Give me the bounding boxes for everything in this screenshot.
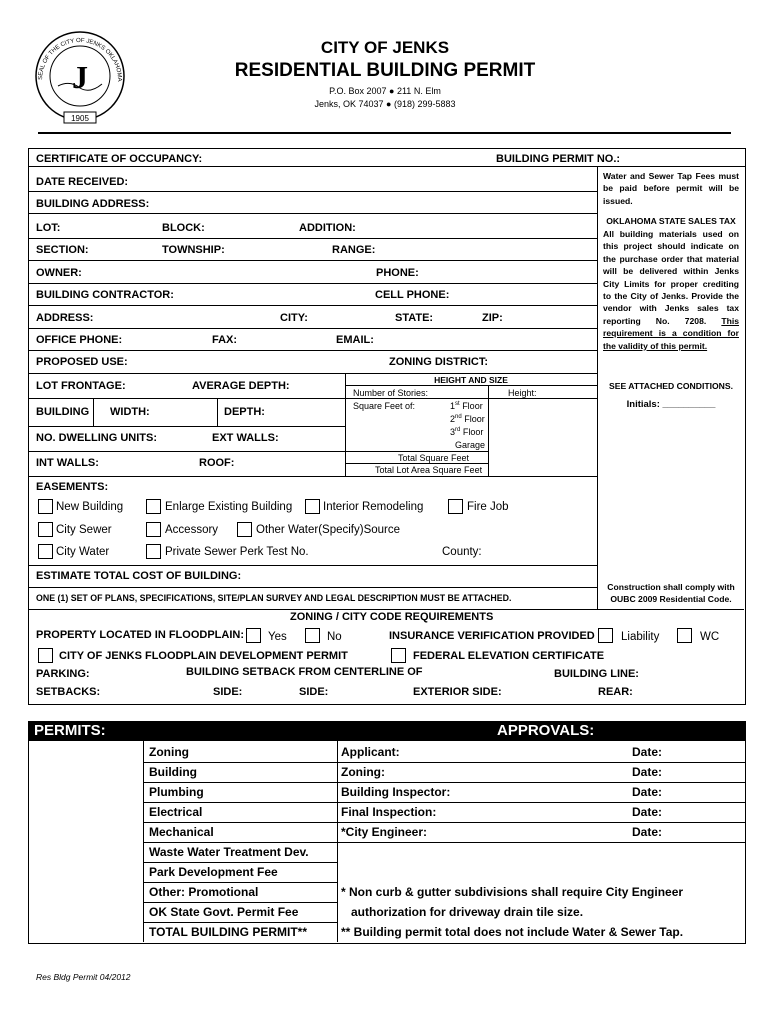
row-line bbox=[28, 565, 597, 566]
table-line bbox=[345, 451, 488, 452]
approval-item: Building Inspector: bbox=[341, 785, 451, 799]
stories-label: Number of Stories: bbox=[353, 388, 429, 398]
total-lot-label: Total Lot Area Square Feet bbox=[375, 465, 483, 475]
sidebar-divider bbox=[597, 166, 598, 610]
enlarge-checkbox[interactable] bbox=[146, 499, 161, 514]
tap-note: ** Building permit total does not include Water & Sewer Tap. bbox=[341, 925, 684, 939]
approval-item: Zoning: bbox=[341, 765, 385, 779]
easements-label: EASEMENTS: bbox=[36, 481, 109, 493]
range-label: RANGE: bbox=[332, 244, 376, 256]
table-line bbox=[345, 398, 488, 399]
permits-line bbox=[143, 762, 745, 763]
tax-note bbox=[603, 228, 739, 352]
table-border bbox=[93, 398, 94, 426]
tax-title: OKLAHOMA STATE SALES TAX bbox=[606, 216, 736, 226]
sqft-of-label: Square Feet of: bbox=[353, 401, 416, 411]
row-line bbox=[28, 191, 597, 192]
approvals-title: APPROVALS: bbox=[497, 722, 595, 739]
zip-label: ZIP: bbox=[482, 312, 503, 324]
federal-label: FEDERAL ELEVATION CERTIFICATE bbox=[413, 650, 605, 662]
floodplain-no-checkbox[interactable] bbox=[305, 628, 320, 643]
permit-item: Park Development Fee bbox=[149, 865, 278, 879]
row-line bbox=[28, 328, 597, 329]
federal-checkbox[interactable] bbox=[391, 648, 406, 663]
interior-checkbox[interactable] bbox=[305, 499, 320, 514]
row-line bbox=[28, 609, 744, 610]
permits-line bbox=[143, 922, 337, 923]
date-label: Date: bbox=[632, 745, 663, 759]
parking-label: PARKING: bbox=[36, 668, 90, 680]
svg-text:SEAL OF THE CITY OF JENKS OKLA: SEAL OF THE CITY OF JENKS OKLAHOMA bbox=[37, 37, 123, 82]
date-label: Date: bbox=[632, 765, 663, 779]
phone-label: PHONE: bbox=[376, 267, 419, 279]
table-border bbox=[217, 398, 218, 426]
row-line bbox=[28, 587, 597, 588]
county-label: County: bbox=[442, 546, 482, 558]
row-line bbox=[28, 426, 345, 427]
int-walls-label: INT WALLS: bbox=[36, 457, 99, 469]
permit-item: Other: Promotional bbox=[149, 885, 259, 899]
address-line-2: Jenks, OK 74037 ● (918) 299-5883 bbox=[314, 99, 456, 109]
flood-dev-checkbox[interactable] bbox=[38, 648, 53, 663]
drain-tile-note: authorization for driveway drain tile size. bbox=[351, 905, 584, 919]
footer-version: Res Bldg Permit 04/2012 bbox=[36, 972, 131, 982]
permit-item: Waste Water Treatment Dev. bbox=[149, 845, 309, 859]
exterior-side-label: EXTERIOR SIDE: bbox=[413, 686, 502, 698]
permits-title: PERMITS: bbox=[34, 722, 106, 739]
header-rule bbox=[38, 132, 731, 134]
zoning-req-title: ZONING / CITY CODE REQUIREMENTS bbox=[290, 611, 494, 623]
page-title: RESIDENTIAL BUILDING PERMIT bbox=[234, 60, 536, 81]
row-line bbox=[28, 305, 597, 306]
approval-item: Applicant: bbox=[341, 745, 400, 759]
row-line bbox=[28, 398, 345, 399]
row-line bbox=[28, 476, 597, 477]
table-border bbox=[345, 373, 346, 476]
yes-label: Yes bbox=[268, 631, 287, 643]
city-sewer-checkbox[interactable] bbox=[38, 522, 53, 537]
permits-line bbox=[143, 902, 337, 903]
date-received-label: DATE RECEIVED: bbox=[36, 176, 129, 188]
permit-item: Mechanical bbox=[149, 825, 214, 839]
floor-1-label: 1st Floor bbox=[450, 401, 483, 411]
permit-item: Building bbox=[149, 765, 197, 779]
permit-no-label: BUILDING PERMIT NO.: bbox=[496, 153, 621, 165]
rear-label: REAR: bbox=[598, 686, 633, 698]
table-line bbox=[345, 385, 597, 386]
permits-line bbox=[143, 842, 745, 843]
total-sqft-label: Total Square Feet bbox=[398, 453, 470, 463]
svg-text:1905: 1905 bbox=[71, 114, 89, 123]
certificate-label: CERTIFICATE OF OCCUPANCY: bbox=[36, 153, 203, 165]
permit-item: TOTAL BUILDING PERMIT** bbox=[149, 925, 308, 939]
other-water-label: Other Water(Specify)Source bbox=[256, 524, 401, 536]
initials-field[interactable]: Initials: __________ bbox=[626, 399, 716, 410]
zoning-district-label: ZONING DISTRICT: bbox=[389, 356, 488, 368]
comply-note: Construction shall comply with OUBC 2009 Residential Code. bbox=[607, 582, 735, 604]
addition-label: ADDITION: bbox=[299, 222, 356, 234]
floor-3-label: 3rd Floor bbox=[450, 427, 484, 437]
office-phone-label: OFFICE PHONE: bbox=[36, 334, 123, 346]
fire-job-checkbox[interactable] bbox=[448, 499, 463, 514]
lot-label: LOT: bbox=[36, 222, 61, 234]
estimate-label: ESTIMATE TOTAL COST OF BUILDING: bbox=[36, 570, 242, 582]
building-label: BUILDING bbox=[36, 406, 90, 418]
floodplain-label: PROPERTY LOCATED IN FLOODPLAIN: bbox=[36, 629, 244, 641]
flood-dev-label: CITY OF JENKS FLOODPLAIN DEVELOPMENT PERMIT bbox=[59, 650, 348, 662]
permit-item: Plumbing bbox=[149, 785, 204, 799]
height-label: Height: bbox=[508, 388, 537, 398]
city-water-checkbox[interactable] bbox=[38, 544, 53, 559]
liability-label: Liability bbox=[621, 631, 660, 643]
fire-job-label: Fire Job bbox=[467, 501, 509, 513]
engineer-note: * Non curb & gutter subdivisions shall require City Engineer bbox=[341, 885, 684, 899]
permits-line bbox=[143, 782, 745, 783]
permits-line bbox=[143, 802, 745, 803]
address-line-1: P.O. Box 2007 ● 211 N. Elm bbox=[329, 86, 441, 96]
svg-text:J: J bbox=[72, 59, 88, 95]
row-line bbox=[28, 213, 597, 214]
new-building-label: New Building bbox=[56, 501, 124, 513]
lot-frontage-label: LOT FRONTAGE: bbox=[36, 380, 126, 392]
side-1-label: SIDE: bbox=[213, 686, 243, 698]
state-label: STATE: bbox=[395, 312, 434, 324]
table-line bbox=[488, 398, 597, 399]
building-line-label: BUILDING LINE: bbox=[554, 668, 639, 680]
accessory-label: Accessory bbox=[165, 524, 219, 536]
contractor-label: BUILDING CONTRACTOR: bbox=[36, 289, 174, 301]
building-address-label: BUILDING ADDRESS: bbox=[36, 198, 150, 210]
ext-walls-label: EXT WALLS: bbox=[212, 432, 279, 444]
permits-header-bar bbox=[28, 721, 745, 741]
cell-phone-label: CELL PHONE: bbox=[375, 289, 450, 301]
date-label: Date: bbox=[632, 785, 663, 799]
permits-line bbox=[143, 822, 745, 823]
row-line bbox=[28, 373, 597, 374]
accessory-checkbox[interactable] bbox=[146, 522, 161, 537]
floodplain-yes-checkbox[interactable] bbox=[246, 628, 261, 643]
new-building-checkbox[interactable] bbox=[38, 499, 53, 514]
liability-checkbox[interactable] bbox=[598, 628, 613, 643]
city-sewer-label: City Sewer bbox=[56, 524, 112, 536]
row-line bbox=[28, 451, 345, 452]
date-label: Date: bbox=[632, 805, 663, 819]
row-line bbox=[28, 166, 745, 167]
setback-centerline-label: BUILDING SETBACK FROM CENTERLINE OF bbox=[186, 666, 423, 678]
private-sewer-checkbox[interactable] bbox=[146, 544, 161, 559]
conditions-note: SEE ATTACHED CONDITIONS. bbox=[609, 381, 733, 391]
dwelling-units-label: NO. DWELLING UNITS: bbox=[36, 432, 157, 444]
enlarge-label: Enlarge Existing Building bbox=[165, 501, 293, 513]
city-water-label: City Water bbox=[56, 546, 110, 558]
no-label: No bbox=[327, 631, 342, 643]
block-label: BLOCK: bbox=[162, 222, 205, 234]
private-sewer-label: Private Sewer Perk Test No. bbox=[165, 546, 309, 558]
interior-label: Interior Remodeling bbox=[323, 501, 424, 513]
permit-item: OK State Govt. Permit Fee bbox=[149, 905, 299, 919]
permits-line bbox=[143, 862, 337, 863]
fees-note: Water and Sewer Tap Fees must be paid before permit will be issued. bbox=[603, 171, 739, 206]
city-name: CITY OF JENKS bbox=[320, 38, 450, 57]
fax-label: FAX: bbox=[212, 334, 238, 346]
row-line bbox=[28, 283, 597, 284]
wc-checkbox[interactable] bbox=[677, 628, 692, 643]
row-line bbox=[28, 350, 597, 351]
proposed-use-label: PROPOSED USE: bbox=[36, 356, 128, 368]
insurance-label: INSURANCE VERIFICATION PROVIDED bbox=[389, 630, 595, 642]
width-label: WIDTH: bbox=[110, 406, 150, 418]
city-label: CITY: bbox=[280, 312, 308, 324]
approval-item: Final Inspection: bbox=[341, 805, 437, 819]
tax-underline: This requirement is a condition for the validity of this permit. bbox=[603, 315, 740, 351]
tax-body: All building materials used on this project should indicate on the purchase order that material will be delivered within Jenks City Limits for proper crediting to the City of Jenks. Provide the vendor with Jenks sales tax reporting No. 7208. bbox=[603, 229, 739, 326]
permit-item: Electrical bbox=[149, 805, 203, 819]
address-label: ADDRESS: bbox=[36, 312, 94, 324]
section-label: SECTION: bbox=[36, 244, 89, 256]
floor-2-label: 2nd Floor bbox=[450, 414, 485, 424]
depth-label: DEPTH: bbox=[224, 406, 265, 418]
table-line bbox=[345, 463, 488, 464]
plans-note: ONE (1) SET OF PLANS, SPECIFICATIONS, SITE/PLAN SURVEY AND LEGAL DESCRIPTION MUST BE ATTACHED. bbox=[36, 593, 512, 603]
approval-item: *City Engineer: bbox=[341, 825, 428, 839]
garage-label: Garage bbox=[455, 440, 486, 450]
setbacks-label: SETBACKS: bbox=[36, 686, 101, 698]
township-label: TOWNSHIP: bbox=[162, 244, 225, 256]
height-size-header: HEIGHT AND SIZE bbox=[434, 375, 508, 385]
owner-label: OWNER: bbox=[36, 267, 82, 279]
wc-label: WC bbox=[700, 631, 720, 643]
permits-line bbox=[143, 882, 337, 883]
row-line bbox=[28, 260, 597, 261]
date-label: Date: bbox=[632, 825, 663, 839]
roof-label: ROOF: bbox=[199, 457, 235, 469]
average-depth-label: AVERAGE DEPTH: bbox=[192, 380, 290, 392]
side-2-label: SIDE: bbox=[299, 686, 329, 698]
permit-item: Zoning bbox=[149, 745, 189, 759]
row-line bbox=[28, 238, 597, 239]
email-label: EMAIL: bbox=[336, 334, 374, 346]
other-water-checkbox[interactable] bbox=[237, 522, 252, 537]
